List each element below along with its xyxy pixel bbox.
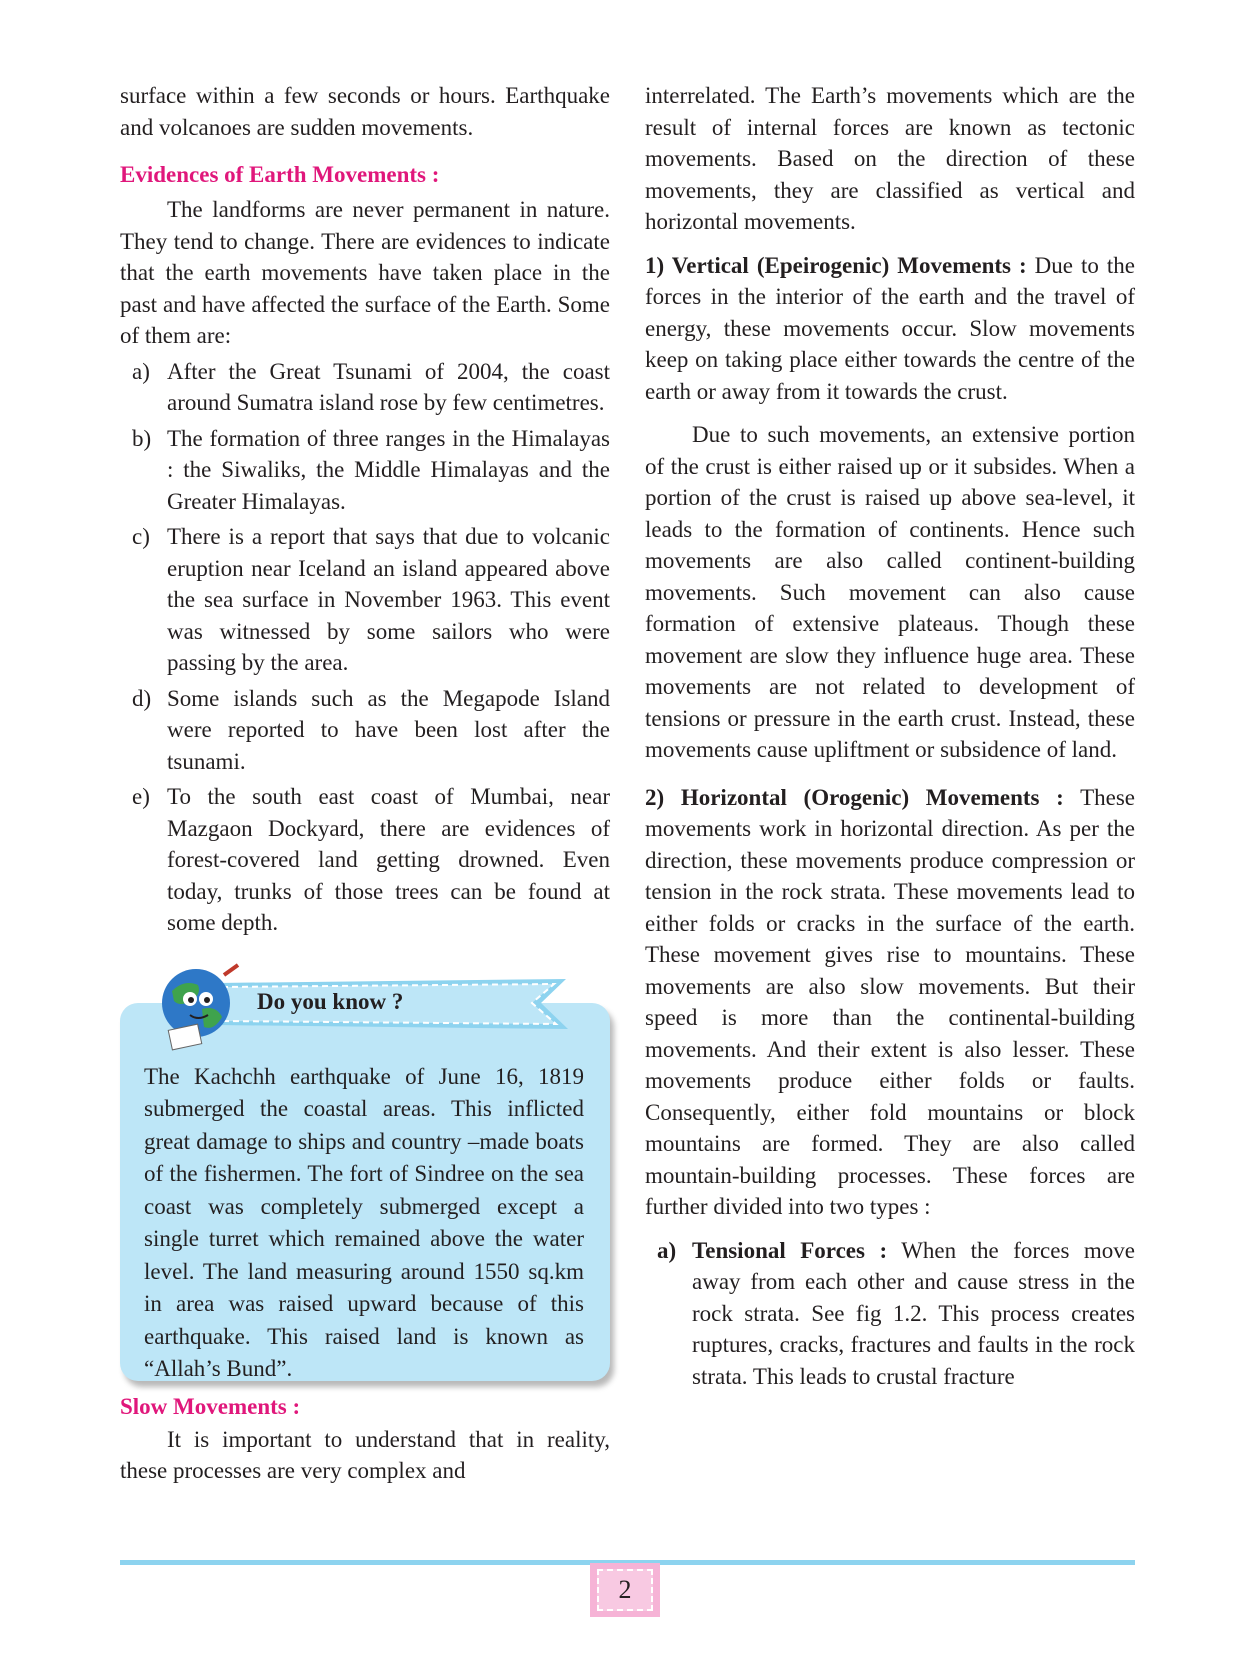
list-item-text: After the Great Tsunami of 2004, the coast around Sumatra island rose by few centimetres.: [167, 358, 610, 415]
globe-mascot-icon: [150, 961, 246, 1057]
slow-movements-paragraph: It is important to understand that in reality, these processes are very complex and: [120, 1426, 610, 1483]
do-you-know-text: The Kachchh earthquake of June 16, 1819 submerged the coastal areas. This inflicted great damage to ships and country –made boats of the fishermen. The fort of Sindree on the sea coast was completely submerged except a single turret which remained above the water level. The land measuring around 1550 sq.km in area was raised upward because of this earthquake. This raised land is known as “Allah’s Bund”.: [144, 1063, 584, 1381]
list-item-text: Some islands such as the Megapode Island were reported to have been lost after the tsunami.: [167, 685, 610, 774]
list-marker: d): [132, 685, 152, 711]
horizontal-movements-paragraph: [645, 782, 1135, 1223]
evidences-paragraph: The landforms are never permanent in nature. They tend to change. There are evidences to indicate that the earth movements have taken place in the past and have affected the surface of the Earth. Some of them are:: [120, 197, 610, 348]
left-column: [120, 80, 610, 1487]
intro-paragraph: surface within a few seconds or hours. Earthquake and volcanoes are sudden movements.: [120, 83, 610, 140]
vertical-movements-heading: 1) Vertical (Epeirogenic) Movements :: [645, 252, 1027, 278]
list-item: [120, 356, 610, 419]
slow-movements-heading: Slow Movements :: [120, 1393, 301, 1419]
list-marker: a): [132, 358, 150, 384]
list-marker: a): [657, 1237, 677, 1263]
do-you-know-title: Do you know ?: [257, 988, 404, 1014]
list-item-text: The formation of three ranges in the Himalayas : the Siwaliks, the Middle Himalayas and the Greater Himalayas.: [167, 425, 610, 514]
vertical-movements-paragraph-2: Due to such movements, an extensive portion of the crust is either raised up or it subsides. When a portion of the crust is raised up above sea-level, it leads to the formation of continents. Hence such movements are also called continent-building movements. Such movement can also cause formation of extensive plateaus. Though these movement are slow they influence huge area. These movements are not related to development of tensions or pressure in the earth crust. Instead, these movements cause upliftment or subsidence of land.: [645, 422, 1135, 762]
list-marker: b): [132, 425, 152, 451]
list-item: [645, 1235, 1135, 1393]
vertical-movements-text: Due to the forces in the interior of the earth and the travel of energy, these movements occur. Slow movements keep on taking place either towards the centre of the earth or away from it towards the crust.: [645, 252, 1136, 404]
tensional-forces-text: When the forces move away from each other and cause stress in the rock strata. See fig 1.2. This process creates ruptures, cracks, fractures and faults in the rock strata. This leads to crustal fracture: [692, 1237, 1136, 1389]
list-item: [120, 781, 610, 939]
list-marker: e): [132, 784, 150, 809]
evidences-list: [120, 356, 610, 939]
intro-paragraph: interrelated. The Earth’s movements which are the result of internal forces are known as tectonic movements. Based on the direction of these movements, they are classified as vertical and horizontal movements.: [645, 83, 1135, 234]
list-item: [120, 521, 610, 679]
horizontal-movements-text: These movements work in horizontal direction. As per the direction, these movements produce compression or tension in the rock strata. These movements lead to either folds or cracks in the surface of the earth. These movement gives rise to mountains. These movements are also slow movements. But their speed is more than the continental-building movements. And their extent is also lesser. These movements produce either folds or faults. Consequently, either fold mountains or block mountains are formed. They are also called mountain-building processes. These forces are further divided into two types :: [645, 784, 1135, 1219]
vertical-movements-paragraph: [645, 250, 1135, 408]
horizontal-movements-heading: 2) Horizontal (Orogenic) Movements :: [645, 784, 1064, 810]
forces-list: [645, 1235, 1135, 1393]
page-number-badge: [590, 1563, 660, 1617]
right-column: [645, 80, 1135, 1392]
evidences-heading: Evidences of Earth Movements :: [120, 162, 440, 187]
list-item: [120, 423, 610, 518]
list-item-text: There is a report that says that due to volcanic eruption near Iceland an island appeared above the sea surface in November 1963. This event was witnessed by some sailors who were passing by the area.: [167, 524, 610, 675]
do-you-know-box: [120, 961, 610, 1391]
page-number: 2: [597, 1569, 653, 1611]
tensional-forces-heading: Tensional Forces :: [692, 1237, 888, 1263]
list-item-text: To the south east coast of Mumbai, near Mazgaon Dockyard, there are evidences of forest-covered land getting drowned. Even today, trunks of those trees can be found at some depth.: [167, 784, 610, 935]
list-item: [120, 683, 610, 778]
list-marker: c): [132, 524, 150, 549]
